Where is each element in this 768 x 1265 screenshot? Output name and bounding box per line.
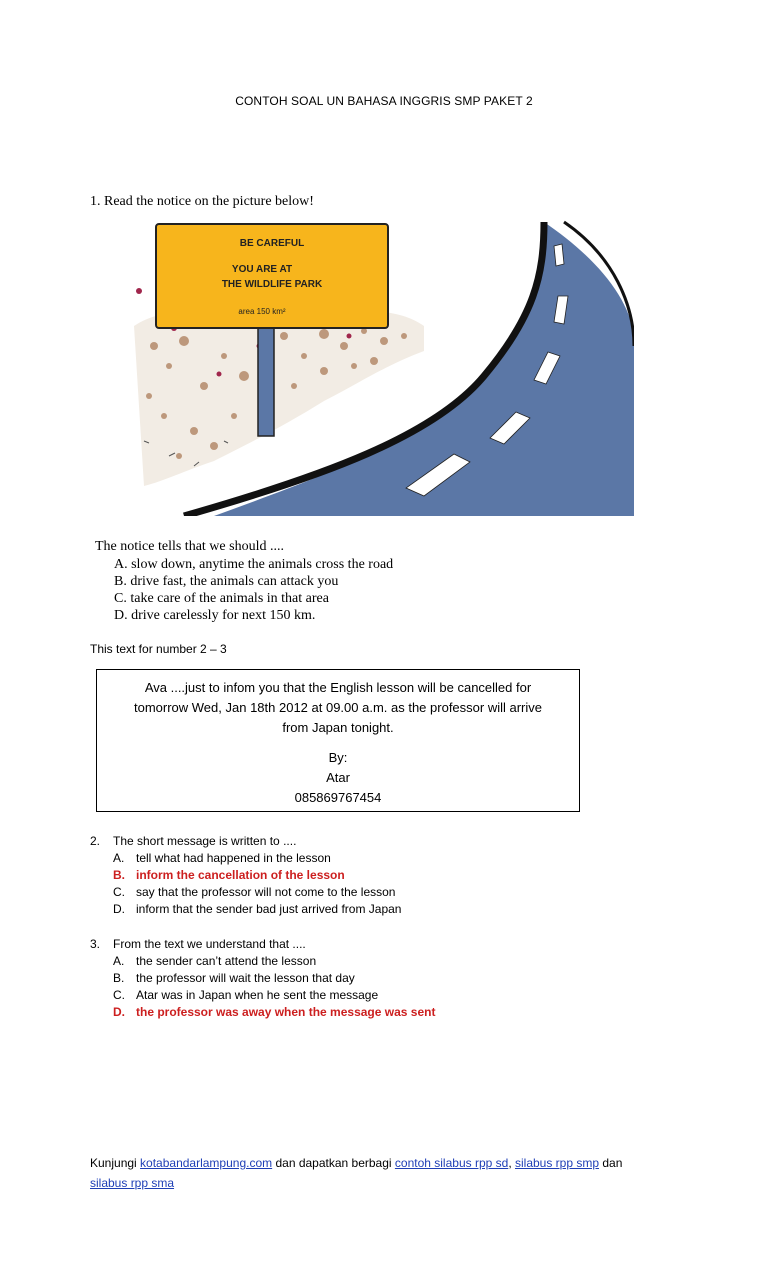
footer-link-silabus-sma[interactable]: silabus rpp sma [90, 1176, 175, 1190]
message-line-3: from Japan tonight. [282, 720, 394, 735]
message-line-2: tomorrow Wed, Jan 18th 2012 at 09.00 a.m. as the professor will arrive [133, 700, 542, 715]
question-1-prompt: 1. Read the notice on the picture below! [90, 194, 314, 209]
question-1-options [114, 556, 393, 624]
message-line-1: Ava ....just to infom you that the English lesson will be cancelled for [144, 680, 532, 695]
question-1-option-c[interactable]: C. take care of the animals in that area [114, 591, 329, 606]
message-phone: 085869767454 [294, 790, 382, 805]
sign-line-2: YOU ARE AT [231, 264, 293, 275]
question-2-option-c[interactable] [90, 884, 730, 901]
footer-link-kotabandarlampung[interactable]: kotabandarlampung.com [140, 1156, 273, 1170]
footer-separator: , [508, 1156, 515, 1170]
question-1-option-a[interactable]: A. slow down, anytime the animals cross the road [114, 557, 394, 572]
text-for-number-label: This text for number 2 – 3 [90, 642, 227, 656]
footer-promo [90, 1153, 690, 1193]
footer-link-silabus-sd[interactable]: contoh silabus rpp sd [394, 1156, 509, 1170]
option-text: inform the cancellation of the lesson [136, 868, 345, 882]
option-letter: A. [113, 851, 125, 865]
sign-line-3: THE WILDLIFE PARK [221, 279, 323, 290]
option-letter: C. [113, 885, 125, 899]
question-1-option-b[interactable]: B. drive fast, the animals can attack you [114, 574, 339, 589]
option-letter: B. [113, 971, 125, 985]
question-1-stem: The notice tells that we should .... [95, 539, 284, 554]
question-2 [90, 833, 730, 918]
question-2-option-d[interactable] [90, 901, 730, 918]
document-title: CONTOH SOAL UN BAHASA INGGRIS SMP PAKET 2 [235, 94, 533, 108]
option-letter: C. [113, 988, 125, 1002]
question-3 [90, 936, 730, 1021]
footer-link-silabus-smp[interactable]: silabus rpp smp [514, 1156, 600, 1170]
question-1-option-d[interactable]: D. drive carelessly for next 150 km. [114, 608, 316, 623]
question-3-stem: From the text we understand that .... [113, 937, 306, 951]
question-2-number: 2. [90, 834, 101, 848]
option-text: Atar was in Japan when he sent the message [136, 988, 379, 1002]
question-3-option-d[interactable] [90, 1004, 730, 1021]
question-2-stem: The short message is written to .... [113, 834, 297, 848]
sign-post [258, 326, 274, 436]
question-2-option-b[interactable] [90, 867, 730, 884]
footer-and: dan [599, 1156, 623, 1170]
sign-line-4: area 150 km² [238, 307, 286, 316]
short-message-box [96, 669, 580, 812]
question-3-option-c[interactable] [90, 987, 730, 1004]
option-letter: B. [113, 868, 125, 882]
sign-line-1: BE CAREFUL [239, 238, 305, 249]
option-text: the professor will wait the lesson that day [136, 971, 355, 985]
question-2-option-a[interactable] [90, 850, 730, 867]
message-by: By: [328, 750, 348, 765]
option-letter: A. [113, 954, 125, 968]
message-sender: Atar [326, 770, 350, 785]
sign-board [156, 224, 388, 328]
question-3-number: 3. [90, 937, 101, 951]
footer-prefix: Kunjungi [90, 1156, 141, 1170]
option-text: tell what had happened in the lesson [136, 851, 331, 865]
option-letter: D. [113, 1005, 125, 1019]
question-3-option-a[interactable] [90, 953, 730, 970]
option-text: say that the professor will not come to the lesson [136, 885, 396, 899]
option-text: inform that the sender bad just arrived from Japan [136, 902, 402, 916]
footer-middle: dan dapatkan berbagi [272, 1156, 395, 1170]
wildlife-park-sign-illustration [124, 216, 634, 516]
question-3-option-b[interactable] [90, 970, 730, 987]
option-letter: D. [113, 902, 125, 916]
option-text: the sender can’t attend the lesson [136, 954, 317, 968]
option-text: the professor was away when the message was sent [136, 1005, 436, 1019]
